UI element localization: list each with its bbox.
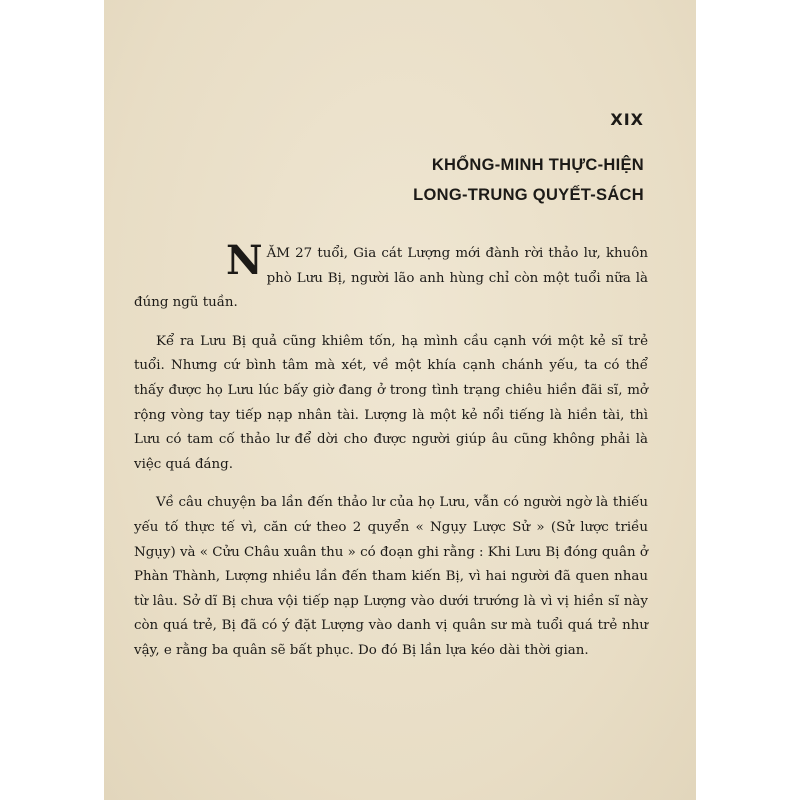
paragraph-1-text: ĂM 27 tuổi, Gia cát Lượng mới đành rời thảo lư, khuôn phò Lưu Bị, người lão anh hùng chỉ còn một tuổi nữa là đúng ngũ tuần. [134,246,648,311]
chapter-title-line-1: KHỔNG-MINH THỰC-HIỆN [431,156,644,174]
chapter-number: XIX [610,110,644,129]
chapter-title-line-2: LONG-TRUNG QUYẾT-SÁCH [413,186,644,204]
paragraph-1 [134,237,648,316]
body-text [134,237,648,678]
chapter-title [413,150,644,210]
drop-cap: N [226,237,263,284]
paragraph-2: Kể ra Lưu Bị quả cũng khiêm tốn, hạ mình cầu cạnh với một kẻ sĩ trẻ tuổi. Nhưng cứ bình tâm mà xét, về một khía cạnh chánh yếu, ta có thể thấy được họ Lưu lúc bấy giờ đang ở trong tình trạng chiêu hiền đãi sĩ, mở rộng vòng tay tiếp nạp nhân tài. Lượng là một kẻ nổi tiếng là hiền tài, thì Lưu có tam cố thảo lư để dời cho được người giúp âu cũng không phải là việc quá đáng. [134,333,648,472]
book-page [104,0,696,800]
paragraph-3: Về câu chuyện ba lần đến thảo lư của họ Lưu, vẫn có người ngờ là thiếu yếu tố thực tế vì, căn cứ theo 2 quyển « Ngụy Lược Sử » (Sử lược triều Ngụy) và « Cửu Châu xuân thu » có đoạn ghi rằng : Khi Lưu Bị đóng quân ở Phàn Thành, Lượng nhiều lần đến tham kiến Bị, vì hai người đã quen nhau từ lâu. Sở dĩ Bị chưa vội tiếp nạp Lượng vào dưới trướng là vì vị hiền sĩ này còn quá trẻ, Bị đã có ý đặt Lượng vào danh vị quân sư mà tuổi quá trẻ như vậy, e rằng ba quân sẽ bất phục. Do đó Bị lần lựa kéo dài thời gian. [134,495,648,658]
